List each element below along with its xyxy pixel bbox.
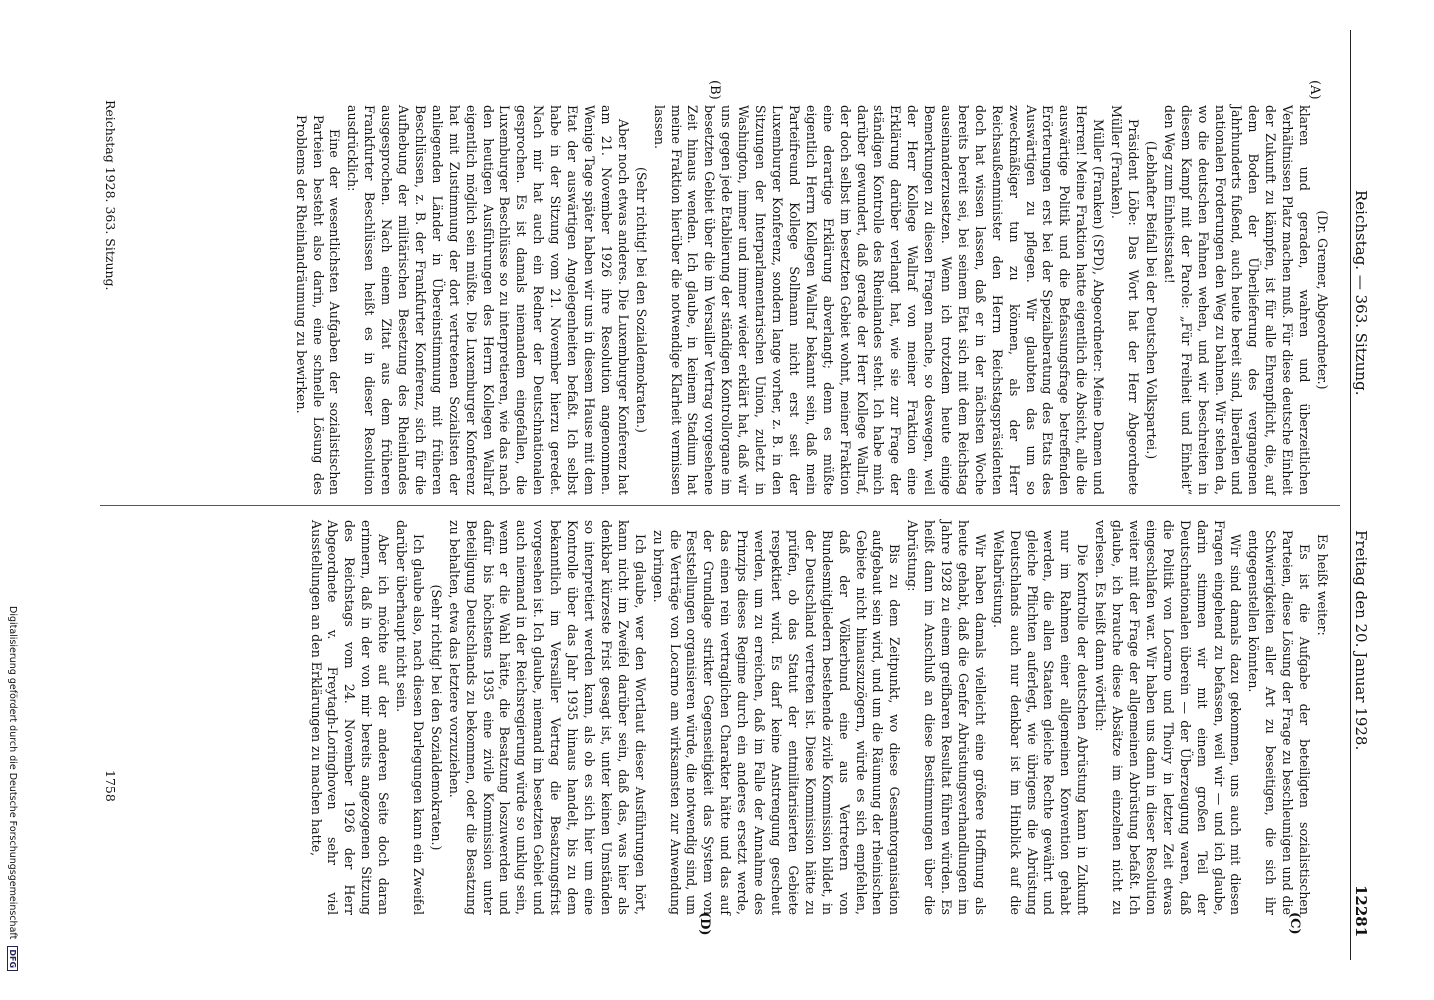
header-session: Reichstag. — 363. Sitzung. bbox=[1352, 190, 1370, 396]
header-date: Freitag den 20. Januar 1928. bbox=[1352, 530, 1370, 751]
header-page-number: 12281 bbox=[1352, 885, 1370, 938]
applause-note: (Sehr richtig! bei den Sozialdemokraten.) bbox=[633, 167, 649, 433]
quote-paragraph: Bis zu dem Zeitpunkt, wo diese Gesamtorganisation aufgebaut sein wird, und um die Räumung der rheinischen Gebiete nicht hinauszuzögern, würde es sich empfehlen, daß der Völkerbund eine aus Vertretern von Bundesmitgliedern bestehende zivile Kommission bildet, in der Deutschland vertreten ist. Diese Kommission hätte zu prüfen, ob das Statut der entmilitarisierten Gebiete respektiert wird. Es darf keine Anstrengung gescheut werden, um zu erreichen, daß im Falle der Annahme des Prinzips dieses Regime durch ein anderes ersetzt werde, das einen rein vertraglichen Charakter hätte und das auf der Grundlage strikter Gegenseitigkeit das System von Feststellungen organisieren würde, die notwendig sind, um die Verträge von Locarno am wirksamsten zur Anwendung zu bringen. bbox=[650, 530, 903, 915]
column-left bbox=[190, 105, 1330, 495]
applause-note: (Lebhafter Beifall bei der Deutschen Volkspartei.) bbox=[1143, 140, 1159, 460]
header-rule bbox=[1350, 30, 1351, 960]
quote-paragraph: Eine der wesentlichsten Aufgaben der sozialistischen Parteien besteht also darin, eine schnelle Lösung des Problems der Rheinlandräumung zu bewirken. bbox=[293, 115, 343, 495]
margin-mark-b: (B) bbox=[707, 80, 722, 100]
paragraph: Müller (Franken) (SPD), Abgeordneter: Meine Damen und Herren! Meine Fraktion hatte eigentlich die Absicht, alle die auswärtige Politik und die Befassungsfrage betreffenden Erörterungen erst bei der Spezialberatung des Etats des Auswärtigen zu pflegen. Wir glaubten das um so zweckmäßiger tun zu können, als der Herr Reichsaußenminister den Herrn Reichstagspräsidenten doch hat wissen lassen, daß er in der nächsten Woche bereits bereit sei, bei seinem Etat sich mit dem Reichstag auseinanderzusetzen. Wenn ich trotzdem heute einige Bemerkungen zu diesen Fragen mache, so deswegen, weil der Herr Kollege Wallraf von meiner Fraktion eine Erklärung darüber verlangt hat, wie sie zur Frage der ständigen Kontrolle des Rheinlandes steht. Ich habe mich darüber gewundert, daß gerade der Herr Kollege Wallraf, der doch selbst im besetzten Gebiet wohnt, meiner Fraktion eine derartige Erklärung abverlangt; denn es müßte eigentlich Herrn Kollegen Wallraf bekannt sein, daß mein Parteifreund Kollege Sollmann nicht erst seit der Luxemburger Konferenz, sondern lange vorher, z. B. in den Sitzungen der Interparlamentarischen Union, zuletzt in Washington, immer und immer wieder erklärt hat, daß wir uns gegen jede Etablierung der ständigen Kontrollorgane im besetzten Gebiet über die im Versailler Vertrag vorgesehene Zeit hinaus wenden. Ich glaube, in keinem Stadium hat meine Fraktion hierüber die notwendige Klarheit vermissen lassen. bbox=[651, 105, 1107, 495]
paragraph: Es heißt weiter: bbox=[1315, 534, 1330, 636]
paragraph: Ich glaube, wer den Wortlaut dieser Ausführungen hört, kann nicht im Zweifel darüber sein, daß das, was hier als denkbar kürzeste Frist gesagt ist, unter keinen Umständen so interpretiert werden kann, als ob es sich hier um eine Kontrolle über das Jahr 1935 hinaus handelt, bis zu dem bekanntlich im Versailler Vertrag die Besatzungsfrist vorgesehen ist. Ich glaube, niemand im besetzten Gebiet und auch niemand in der Reichsregierung würde so unklug sein, wenn er die Wahl hätte, die Besatzung loszuwerden und dafür bis höchstens 1935 eine zivile Kommission unter Beteiligung Deutschlands zu bekommen, oder die Besatzung zu behalten, etwa das letztere vorzuziehen. bbox=[446, 520, 648, 915]
digitization-note bbox=[7, 606, 18, 991]
speaker-note: (Dr. Gremer, Abgeordneter.) bbox=[1315, 210, 1330, 390]
footer-session: Reichstag 1928. 363. Sitzung. bbox=[103, 100, 118, 291]
quote-paragraph: Es ist die Aufgabe der beteiligten sozialistischen Parteien, diese Lösung der Frage zu beschleunigen und die Schwierigkeiten aller Art zu beseitigen, die sich ihr entgegenstellen könnten. bbox=[1246, 530, 1313, 915]
applause-note: (Sehr richtig! bei den Sozialdemokraten.) bbox=[428, 584, 444, 851]
paragraph: Wir haben damals vielleicht eine größere Hoffnung als heute gehabt, daß die Genfer Abrüstungsverhandlungen im Jahre 1928 zu einem greifbaren Resultat führen würden. Es heißt dann im Anschluß an diese Bestimmungen über die Abrüstung: bbox=[905, 520, 988, 915]
column-divider bbox=[100, 505, 1340, 506]
paragraph: Aber noch etwas anderes. Die Luxemburger Konferenz hat am 21. November 1926 ihre Resolution angenommen. Wenige Tage später haben wir uns in diesem Hause mit dem Etat der auswärtigen Angelegenheiten befaßt. Ich selbst habe in der Sitzung vom 21. November hierzu geredet. Nach mir hat auch ein Redner der Deutschnationalen gesprochen. Es ist damals niemandem eingefallen, die Luxemburger Beschlüsse so zu interpretieren, wie das nach den heutigen Ausführungen des Herrn Kollegen Wallraf eigentlich möglich sein müßte. Die Luxemburger Konferenz hat mit Zustimmung der dort vertretenen Sozialisten der anliegenden Länder in Übereinstimmung mit früheren Beschlüssen, z. B. der Frankfurter Konferenz, sich für die Aufhebung der militärischen Besetzung des Rheinlandes ausgesprochen. Nach einem Zitat aus dem früheren Frankfurter Beschlüssen heißt es in dieser Resolution ausdrücklich: bbox=[345, 105, 631, 495]
paragraph: Aber ich möchte auf der anderen Seite doch daran erinnern, daß in der von mir bereits angezogenen Sitzung des Reichstags vom 24. November 1926 der Herr Abgeordnete v. Freytagh-Loringhoven sehr viel Ausstellungen an den Erklärungen zu machen hatte, bbox=[308, 520, 392, 915]
paragraph: Ich glaube also, nach diesen Darlegungen kann ein Zweifel darüber überhaupt nicht sein. bbox=[394, 520, 426, 915]
paragraph: Präsident Löbe: Das Wort hat der Herr Abgeordnete Müller (Franken). bbox=[1109, 105, 1142, 495]
margin-mark-c: (C) bbox=[1287, 912, 1302, 935]
dfg-logo: DFG bbox=[7, 946, 18, 971]
paragraph: klaren und geraden, wahren und überzeitlichen Verhältnissen Platz machen muß. Für diese deutsche Einheit der Zukunft zu kämpfen, ist für alle Ehrenpflicht, die, auf dem Boden der Überlieferung des vergangenen Jahrhunderts fußend, auch heute bereit sind, liberalen und nationalen Forderungen den Weg zu bahnen. Wir stehen da, wo die deutschen Fahnen wehen, und wir beschreiten in diesem Kampf mit der Parole: „Für Freiheit und Einheit“ den Weg zum Einheitsstaat! bbox=[1161, 105, 1313, 495]
margin-mark-d: (D) bbox=[697, 912, 712, 936]
quote-paragraph: Die Kontrolle der deutschen Abrüstung kann in Zukunft nur im Rahmen einer allgemeinen Konvention gehabt werden, die allen Staaten gleiche Rechte gewährt und gleiche Pflichten auferlegt, wie übrigens die Abrüstung Deutschlands auch nur denkbar ist im Hinblick auf die Weltabrüstung. bbox=[990, 530, 1091, 915]
footer-page-number: 1758 bbox=[103, 770, 118, 802]
paragraph: Wir sind damals dazu gekommen, uns auch mit diesen Fragen eingehend zu befassen, weil wir — und ich glaube, darin stimmen wir mit einem großen Teil der Deutschnationalen überein — der Überzeugung waren, daß die Politik von Locarno und Thoiry in letzter Zeit etwas eingeschlafen war. Wir haben uns dann in dieser Resolution weiter mit der Frage der allgemeinen Abrüstung befaßt. Ich glaube, ich brauche diese Absätze im einzelnen nicht zu verlesen. Es heißt dann wörtlich: bbox=[1093, 520, 1244, 915]
margin-mark-a: (A) bbox=[1307, 80, 1322, 100]
column-right bbox=[190, 520, 1330, 915]
digitization-text: Digitalisierung gefördert durch die Deutsche Forschungsgemeinschaft bbox=[7, 606, 18, 940]
